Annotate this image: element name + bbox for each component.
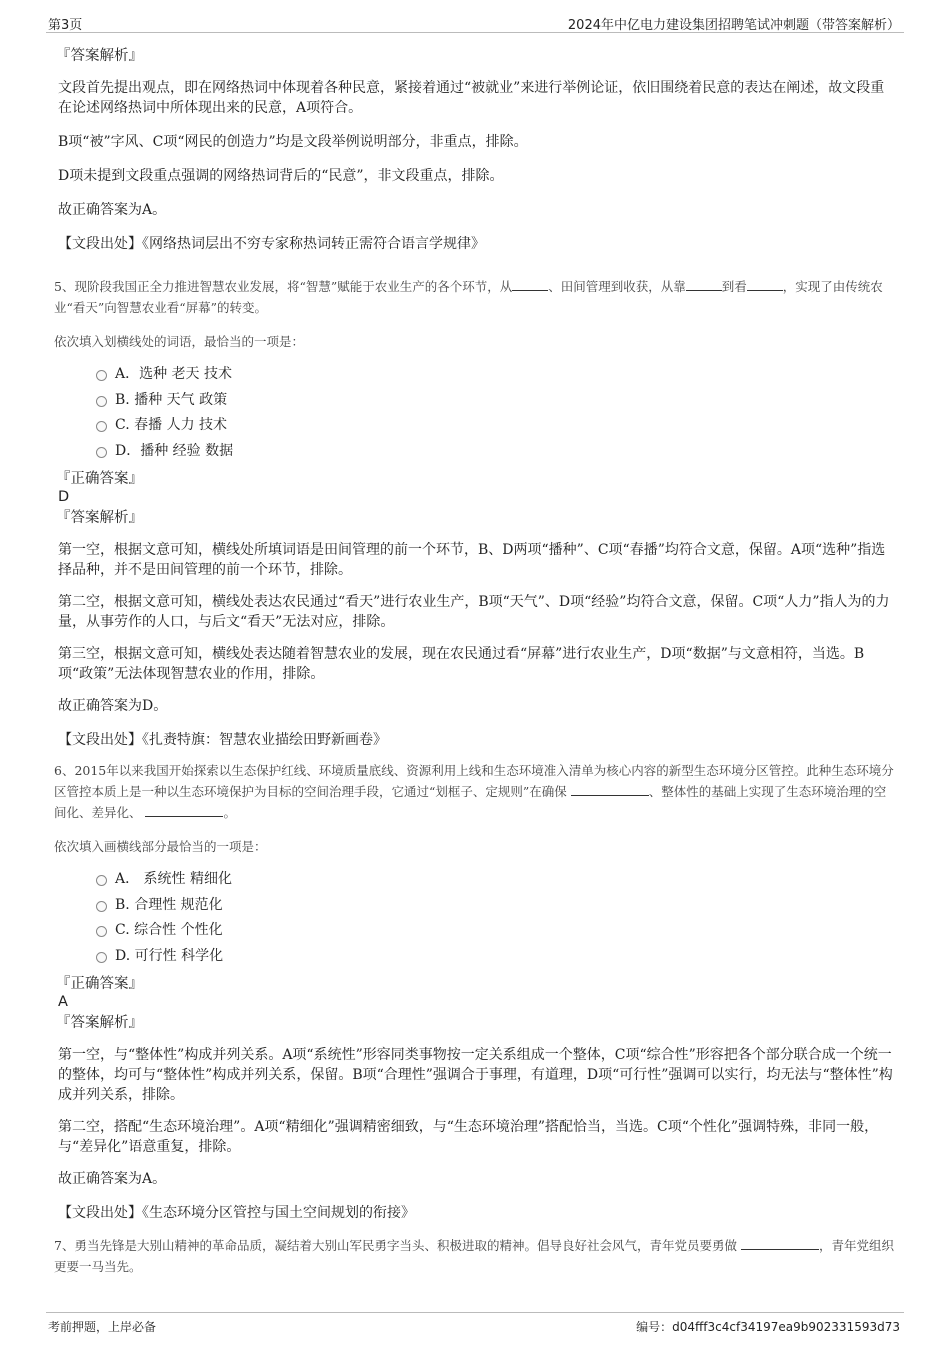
q7-text-b: ，青年党组织更要一马当先。	[54, 1238, 894, 1274]
q6-prompt: 依次填入画横线部分最恰当的一项是：	[54, 839, 267, 854]
q6-analysis-p2: 第二空，搭配“生态环境治理”。A项“精细化”强调精密细致，与“生态环境治理”搭配恰当，当选。C项“个性化”强调特殊，非同一般，与“差异化”语意重复，排除。	[58, 1119, 879, 1155]
q6-blank-2	[145, 803, 223, 817]
q5-text-b: 、田间管理到收获，从靠	[548, 279, 686, 294]
q6-option-a[interactable]	[96, 867, 896, 893]
q5-option-c[interactable]	[96, 413, 896, 439]
q6-option-b-label: B. 合理性 规范化	[115, 896, 223, 913]
q5-text-d: ，实现了由传统农业“看天”向智慧农业看“屏幕”的转变。	[54, 279, 883, 315]
footer-slogan: 考前押题，上岸必备	[48, 1320, 157, 1334]
q6-conclusion: 故正确答案为A。	[58, 1171, 167, 1187]
q5-option-d[interactable]	[96, 439, 896, 465]
document-code-value: d04fff3c4cf34197ea9b902331593d73	[672, 1320, 900, 1334]
document-code-label: 编号：	[636, 1320, 673, 1334]
page-footer	[46, 1312, 904, 1337]
q5-analysis-p3: 第三空，根据文意可知，横线处表达随着智慧农业的发展，现在农民通过看“屏幕”进行农业生产，D项“数据”与文意相符，当选。B项“政策”无法体现智慧农业的作用，排除。	[58, 646, 865, 682]
q4-analysis-p1: 文段首先提出观点，即在网络热词中体现着各种民意，紧接着通过“被就业”来进行举例论证，依旧围绕着民意的表达在阐述，故文段重在论述网络热词中所体现出来的民意，A项符合。	[58, 80, 885, 116]
q6-analysis-p1: 第一空，与“整体性”构成并列关系。A项“系统性”形容同类事物按一定关系组成一个整体，C项“综合性”形容把各个部分联合成一个统一的整体，均可与“整体性”构成并列关系，保留。B项“合理性”强调合于事理，有道理，D项“可行性”强调可以实行，均无法与“整体性”构成并列关系，排除。	[58, 1047, 893, 1103]
q4-conclusion: 故正确答案为A。	[58, 202, 167, 218]
q4-analysis-p2: B项“被”字风、C项“网民的创造力”均是文段举例说明部分，非重点，排除。	[58, 134, 528, 150]
q5-text-c: 到看	[721, 279, 747, 294]
radio-icon[interactable]	[96, 901, 107, 912]
q5-text-a: 5、现阶段我国正全力推进智慧农业发展，将“智慧”赋能于农业生产的各个环节，从	[54, 279, 513, 294]
q7-blank-1	[741, 1236, 819, 1250]
page-number: 第3页	[48, 18, 83, 33]
document-code	[636, 1318, 900, 1335]
q6-text-b: 、整体性的基础上实现了生态环境治理的空间化、差异化、	[54, 784, 887, 820]
q5-option-b-label: B. 播种 天气 政策	[115, 391, 228, 408]
q6-source: 【文段出处】《生态环境分区管控与国土空间规划的衔接》	[58, 1205, 415, 1221]
q6-options	[96, 867, 896, 969]
q5-analysis-p1: 第一空，根据文意可知，横线处所填词语是田间管理的前一个环节，B、D两项“播种”、C项“春播”均符合文意，保留。A项“选种”指选择品种，并不是田间管理的前一个环节，排除。	[58, 542, 886, 578]
q6-blank-1	[571, 782, 649, 796]
q5-prompt: 依次填入划横线处的词语，最恰当的一项是：	[54, 334, 305, 349]
q5-option-a-label: A．选种 老天 技术	[115, 366, 233, 382]
radio-icon[interactable]	[96, 370, 107, 381]
q5-option-c-label: C. 春播 人力 技术	[115, 417, 228, 433]
q5-option-a[interactable]	[96, 362, 896, 388]
q5-options	[96, 362, 896, 464]
q6-text-a: 6、2015年以来我国开始探索以生态保护红线、环境质量底线、资源利用上线和生态环境准入清单为核心内容的新型生态环境分区管控。此种生态环境分区管控本质上是一种以生态环境保护为目标的空间治理手段，它通过“划框子、定规则”在确保	[54, 763, 894, 799]
radio-icon[interactable]	[96, 875, 107, 886]
q6-answer: A	[58, 994, 68, 1010]
q7-text-a: 7、勇当先锋是大别山精神的革命品质，凝结着大别山军民勇字当头、积极进取的精神。倡导良好社会风气，青年党员要勇做	[54, 1238, 741, 1253]
q6-option-d[interactable]	[96, 944, 896, 970]
q5-correct-label: 『正确答案』	[56, 471, 143, 487]
q4-analysis-label: 『答案解析』	[56, 48, 143, 64]
radio-icon[interactable]	[96, 952, 107, 963]
radio-icon[interactable]	[96, 421, 107, 432]
q5-blank-2	[686, 277, 722, 291]
radio-icon[interactable]	[96, 447, 107, 458]
q5-conclusion: 故正确答案为D。	[58, 698, 168, 714]
page-header	[46, 10, 904, 33]
q6-analysis-label: 『答案解析』	[56, 1015, 143, 1031]
q5-analysis-label: 『答案解析』	[56, 510, 143, 526]
q6-text-c: 。	[223, 805, 236, 820]
q6-option-c-label: C. 综合性 个性化	[115, 922, 223, 938]
q5-blank-3	[747, 277, 783, 291]
q5-answer: D	[58, 489, 70, 505]
q6-option-d-label: D. 可行性 科学化	[115, 947, 224, 964]
q5-source: 【文段出处】《扎赉特旗：智慧农业描绘田野新画卷》	[58, 732, 387, 748]
q6-correct-label: 『正确答案』	[56, 976, 143, 992]
q4-source: 【文段出处】《网络热词层出不穷专家称热词转正需符合语言学规律》	[58, 236, 485, 252]
q5-blank-1	[512, 277, 548, 291]
document-body	[56, 38, 896, 1277]
radio-icon[interactable]	[96, 926, 107, 937]
q7-question	[54, 1235, 896, 1277]
q6-option-b[interactable]	[96, 893, 896, 919]
q6-option-a-label: A． 系统性 精细化	[115, 871, 233, 887]
q5-option-d-label: D．播种 经验 数据	[115, 442, 234, 459]
q5-question	[54, 276, 896, 318]
q4-analysis-p3: D项未提到文段重点强调的网络热词背后的“民意”，非文段重点，排除。	[58, 168, 504, 184]
q5-analysis-p2: 第二空，根据文意可知，横线处表达农民通过“看天”进行农业生产，B项“天气”、D项“经验”均符合文意，保留。C项“人力”指人为的力量，从事劳作的人口，与后文“看天”无法对应，排除。	[58, 594, 890, 630]
radio-icon[interactable]	[96, 396, 107, 407]
q6-question	[54, 760, 896, 823]
document-title: 2024年中亿电力建设集团招聘笔试冲刺题（带答案解析）	[567, 18, 900, 33]
q6-option-c[interactable]	[96, 918, 896, 944]
q5-option-b[interactable]	[96, 388, 896, 414]
